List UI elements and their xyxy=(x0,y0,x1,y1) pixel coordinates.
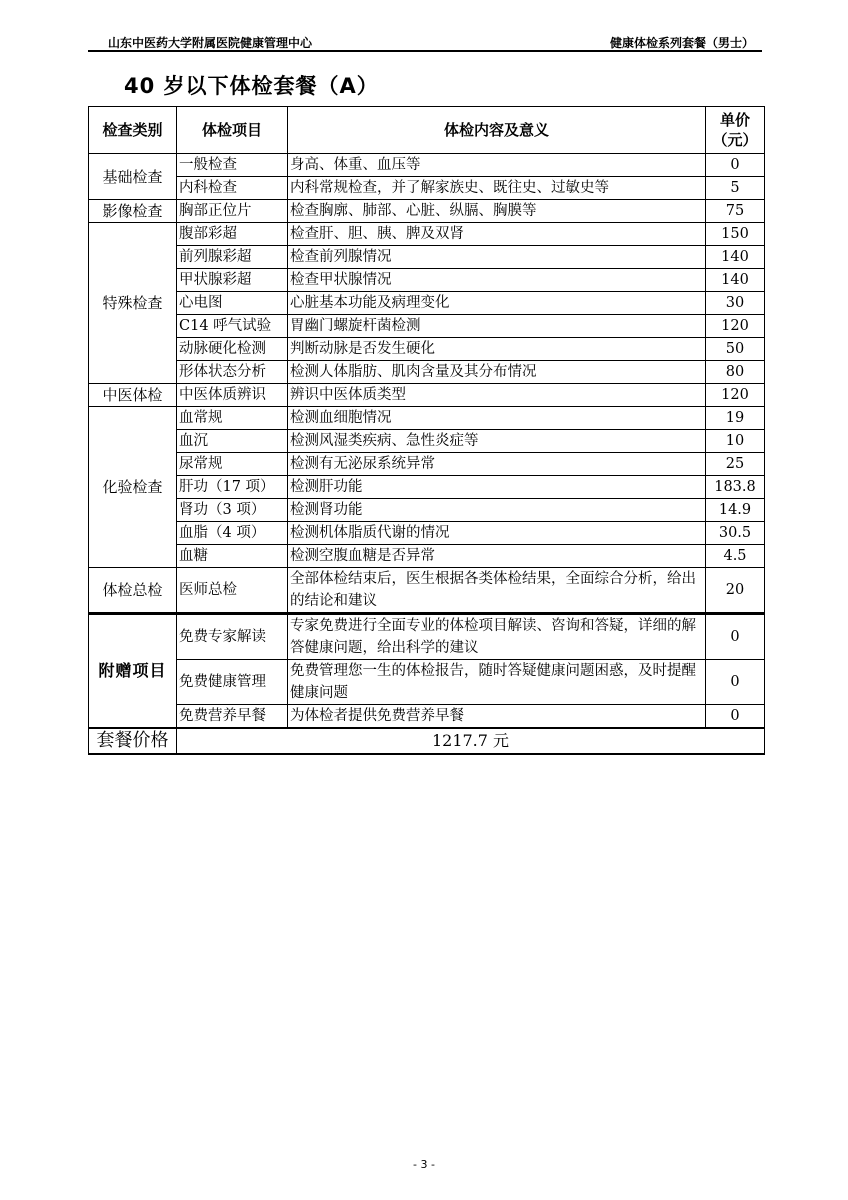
item-cell: 血沉 xyxy=(177,430,288,453)
table-row xyxy=(89,430,765,453)
content-cell: 检测肝功能 xyxy=(288,476,706,499)
content-cell: 检测有无泌尿系统异常 xyxy=(288,453,706,476)
price-cell: 14.9 xyxy=(706,499,765,522)
price-cell: 10 xyxy=(706,430,765,453)
table-row xyxy=(89,705,765,729)
content-cell: 检测机体脂质代谢的情况 xyxy=(288,522,706,545)
table-row xyxy=(89,315,765,338)
item-cell: 免费健康管理 xyxy=(177,660,288,705)
total-label: 套餐价格 xyxy=(89,728,177,754)
price-cell: 5 xyxy=(706,177,765,200)
table-row xyxy=(89,177,765,200)
table-row xyxy=(89,499,765,522)
content-cell: 判断动脉是否发生硬化 xyxy=(288,338,706,361)
item-cell: 一般检查 xyxy=(177,154,288,177)
table-row xyxy=(89,568,765,614)
header-price-line1: 单价 xyxy=(719,111,750,129)
table-row xyxy=(89,200,765,223)
price-cell: 140 xyxy=(706,246,765,269)
content-cell: 检测血细胞情况 xyxy=(288,407,706,430)
table-row xyxy=(89,545,765,568)
price-cell: 50 xyxy=(706,338,765,361)
header-price-line2: （元） xyxy=(712,131,758,149)
table-row xyxy=(89,407,765,430)
item-cell: 甲状腺彩超 xyxy=(177,269,288,292)
item-cell: 内科检查 xyxy=(177,177,288,200)
item-cell: 前列腺彩超 xyxy=(177,246,288,269)
header-series: 健康体检系列套餐（男士） xyxy=(609,36,754,50)
table-row xyxy=(89,614,765,660)
item-cell: 中医体质辨识 xyxy=(177,384,288,407)
table-row xyxy=(89,660,765,705)
item-cell: 动脉硬化检测 xyxy=(177,338,288,361)
total-row xyxy=(89,728,765,754)
category-basic: 基础检查 xyxy=(89,154,177,200)
table-header-row xyxy=(89,107,765,154)
content-cell: 辨识中医体质类型 xyxy=(288,384,706,407)
table-row xyxy=(89,292,765,315)
item-cell: 血常规 xyxy=(177,407,288,430)
page-title: 40 岁以下体检套餐（A） xyxy=(124,74,379,98)
price-cell: 75 xyxy=(706,200,765,223)
table-row xyxy=(89,476,765,499)
price-cell: 30.5 xyxy=(706,522,765,545)
price-cell: 0 xyxy=(706,660,765,705)
header-category: 检查类别 xyxy=(89,107,177,154)
price-cell: 120 xyxy=(706,315,765,338)
page-header xyxy=(88,30,762,52)
table-row xyxy=(89,338,765,361)
table-row xyxy=(89,384,765,407)
header-institution: 山东中医药大学附属医院健康管理中心 xyxy=(108,36,313,50)
item-cell: 免费专家解读 xyxy=(177,614,288,660)
content-cell: 内科常规检查，并了解家族史、既往史、过敏史等 xyxy=(288,177,706,200)
content-cell: 检测风湿类疾病、急性炎症等 xyxy=(288,430,706,453)
category-summary: 体检总检 xyxy=(89,568,177,614)
price-cell: 20 xyxy=(706,568,765,614)
total-value: 1217.7 元 xyxy=(177,728,765,754)
content-cell: 检测肾功能 xyxy=(288,499,706,522)
header-item: 体检项目 xyxy=(177,107,288,154)
category-tcm: 中医体检 xyxy=(89,384,177,407)
header-price xyxy=(706,107,765,154)
price-cell: 80 xyxy=(706,361,765,384)
item-cell: 形体状态分析 xyxy=(177,361,288,384)
price-cell: 0 xyxy=(706,614,765,660)
content-cell: 专家免费进行全面专业的体检项目解读、咨询和答疑，详细的解答健康问题，给出科学的建议 xyxy=(288,614,706,660)
item-cell: 医师总检 xyxy=(177,568,288,614)
price-cell: 4.5 xyxy=(706,545,765,568)
content-cell: 心脏基本功能及病理变化 xyxy=(288,292,706,315)
table-row xyxy=(89,522,765,545)
content-cell: 检查前列腺情况 xyxy=(288,246,706,269)
table-row xyxy=(89,269,765,292)
content-cell: 为体检者提供免费营养早餐 xyxy=(288,705,706,729)
price-cell: 0 xyxy=(706,154,765,177)
content-cell: 胃幽门螺旋杆菌检测 xyxy=(288,315,706,338)
item-cell: 血脂（4 项） xyxy=(177,522,288,545)
table-row xyxy=(89,246,765,269)
item-cell: 心电图 xyxy=(177,292,288,315)
content-cell: 免费管理您一生的体检报告，随时答疑健康问题困惑，及时提醒健康问题 xyxy=(288,660,706,705)
package-table xyxy=(88,106,765,755)
content-cell: 检查胸廓、肺部、心脏、纵膈、胸膜等 xyxy=(288,200,706,223)
price-cell: 25 xyxy=(706,453,765,476)
item-cell: 腹部彩超 xyxy=(177,223,288,246)
item-cell: 肝功（17 项） xyxy=(177,476,288,499)
table-row xyxy=(89,361,765,384)
item-cell: 血糖 xyxy=(177,545,288,568)
content-cell: 全部体检结束后，医生根据各类体检结果，全面综合分析，给出的结论和建议 xyxy=(288,568,706,614)
category-imaging: 影像检查 xyxy=(89,200,177,223)
item-cell: 胸部正位片 xyxy=(177,200,288,223)
category-addon: 附赠项目 xyxy=(89,614,177,729)
item-cell: 免费营养早餐 xyxy=(177,705,288,729)
price-cell: 150 xyxy=(706,223,765,246)
page-number: - 3 - xyxy=(413,1158,435,1171)
category-special: 特殊检查 xyxy=(89,223,177,384)
content-cell: 检测人体脂肪、肌肉含量及其分布情况 xyxy=(288,361,706,384)
content-cell: 身高、体重、血压等 xyxy=(288,154,706,177)
content-cell: 检查甲状腺情况 xyxy=(288,269,706,292)
price-cell: 183.8 xyxy=(706,476,765,499)
price-cell: 120 xyxy=(706,384,765,407)
header-content: 体检内容及意义 xyxy=(288,107,706,154)
content-cell: 检测空腹血糖是否异常 xyxy=(288,545,706,568)
item-cell: 肾功（3 项） xyxy=(177,499,288,522)
table-row xyxy=(89,223,765,246)
table-row xyxy=(89,154,765,177)
price-cell: 19 xyxy=(706,407,765,430)
category-lab: 化验检查 xyxy=(89,407,177,568)
table-row xyxy=(89,453,765,476)
price-cell: 0 xyxy=(706,705,765,729)
item-cell: C14 呼气试验 xyxy=(177,315,288,338)
content-cell: 检查肝、胆、胰、脾及双肾 xyxy=(288,223,706,246)
item-cell: 尿常规 xyxy=(177,453,288,476)
price-cell: 140 xyxy=(706,269,765,292)
price-cell: 30 xyxy=(706,292,765,315)
